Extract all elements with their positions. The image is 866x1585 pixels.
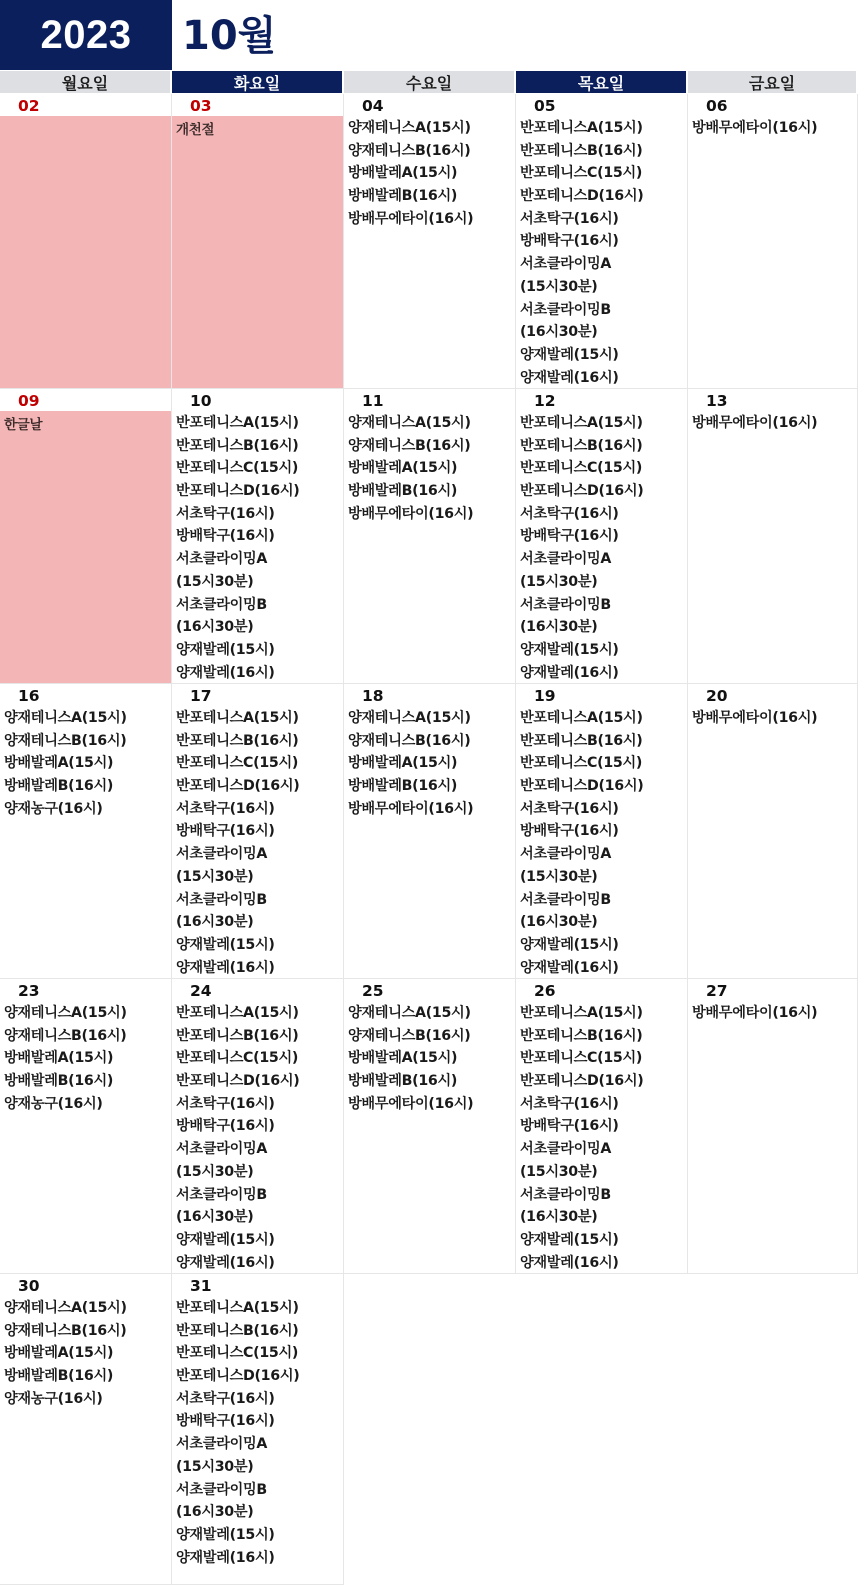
- schedule-item: 방배발레B(16시): [4, 1368, 114, 1385]
- schedule-item: (15시30분): [176, 573, 254, 590]
- schedule-list: [692, 707, 857, 730]
- weekday-friday: 금요일: [688, 71, 856, 93]
- day-cell: [516, 94, 688, 389]
- schedule-item: (16시30분): [520, 619, 598, 636]
- schedule-item: 서초클라이밍A: [176, 551, 268, 568]
- schedule-item: 방배무에타이(16시): [348, 800, 474, 817]
- day-cell: [172, 1274, 344, 1585]
- day-cell: [172, 389, 344, 684]
- day-cell: [516, 389, 688, 684]
- weekday-tuesday: 화요일: [172, 71, 342, 93]
- schedule-item: (16시30분): [176, 914, 254, 931]
- schedule-item: 반포테니스D(16시): [176, 1073, 300, 1090]
- schedule-item: 방배무에타이(16시): [692, 120, 818, 136]
- schedule-item: 반포테니스A(15시): [176, 1300, 299, 1316]
- day-cell: [344, 979, 516, 1274]
- date-number: 12: [534, 392, 556, 410]
- schedule-list: [176, 1002, 343, 1274]
- schedule-item: 서초클라이밍A: [520, 1141, 612, 1158]
- weekday-wednesday: 수요일: [344, 71, 514, 93]
- schedule-item: 반포테니스A(15시): [520, 1005, 643, 1021]
- schedule-item: 반포테니스C(15시): [520, 165, 643, 182]
- schedule-item: 반포테니스C(15시): [520, 755, 643, 772]
- day-cell: [0, 684, 172, 979]
- schedule-list: [520, 117, 687, 389]
- schedule-item: 서초탁구(16시): [520, 1095, 619, 1112]
- schedule-list: [4, 707, 171, 820]
- schedule-list: [520, 707, 687, 979]
- schedule-item: 양재테니스B(16시): [348, 142, 471, 159]
- schedule-list: [520, 1002, 687, 1274]
- date-number: 10: [190, 392, 212, 410]
- schedule-item: 서초클라이밍A: [520, 551, 612, 568]
- schedule-item: 양재발레(16시): [176, 1549, 275, 1566]
- date-number: 06: [706, 97, 728, 115]
- schedule-item: 서초탁구(16시): [520, 505, 619, 522]
- schedule-item: 반포테니스B(16시): [520, 142, 643, 159]
- schedule-item: 서초클라이밍B: [176, 891, 267, 908]
- schedule-item: 방배무에타이(16시): [348, 505, 474, 522]
- schedule-item: (15시30분): [520, 278, 598, 295]
- schedule-item: 방배무에타이(16시): [692, 1005, 818, 1021]
- schedule-item: (15시30분): [176, 868, 254, 885]
- schedule-item: 양재테니스B(16시): [348, 437, 471, 454]
- date-number: 05: [534, 97, 556, 115]
- holiday-highlight: [172, 116, 343, 388]
- schedule-item: 서초클라이밍A: [520, 846, 612, 863]
- schedule-item: 반포테니스A(15시): [520, 710, 643, 726]
- schedule-list: [520, 412, 687, 684]
- day-cell: [172, 684, 344, 979]
- schedule-item: (16시30분): [520, 1209, 598, 1226]
- schedule-item: 방배탁구(16시): [520, 233, 619, 250]
- schedule-item: (16시30분): [520, 914, 598, 931]
- schedule-item: 양재발레(16시): [520, 959, 619, 976]
- date-number: 19: [534, 687, 556, 705]
- day-cell: [516, 979, 688, 1274]
- holiday-label: 개천절: [176, 122, 215, 138]
- schedule-list: [176, 1297, 343, 1569]
- schedule-list: [692, 117, 857, 140]
- schedule-item: 반포테니스A(15시): [176, 1005, 299, 1021]
- day-cell: [0, 94, 172, 389]
- schedule-item: 방배무에타이(16시): [692, 415, 818, 431]
- schedule-item: 양재발레(15시): [520, 1231, 619, 1248]
- schedule-item: 양재발레(15시): [176, 1231, 275, 1248]
- schedule-item: (15시30분): [520, 868, 598, 885]
- schedule-list: [348, 117, 515, 230]
- schedule-item: 방배발레A(15시): [348, 460, 458, 477]
- date-number: 27: [706, 982, 728, 1000]
- date-number: 25: [362, 982, 384, 1000]
- date-number: 23: [18, 982, 40, 1000]
- schedule-item: 방배발레B(16시): [348, 1073, 458, 1090]
- schedule-item: (15시30분): [176, 1458, 254, 1475]
- schedule-item: 양재농구(16시): [4, 800, 103, 817]
- date-number: 18: [362, 687, 384, 705]
- schedule-item: 서초클라이밍A: [520, 256, 612, 273]
- schedule-item: 반포테니스B(16시): [176, 437, 299, 454]
- day-cell: [688, 389, 858, 684]
- schedule-item: 방배발레A(15시): [4, 755, 114, 772]
- month-title: 10월: [182, 13, 277, 59]
- schedule-item: 반포테니스C(15시): [520, 1050, 643, 1067]
- schedule-list: [348, 707, 515, 820]
- schedule-item: 방배무에타이(16시): [692, 710, 818, 726]
- day-cell: [516, 684, 688, 979]
- schedule-item: 양재테니스B(16시): [4, 732, 127, 749]
- schedule-item: 방배무에타이(16시): [348, 1095, 474, 1112]
- schedule-item: 서초클라이밍A: [176, 846, 268, 863]
- schedule-item: 서초클라이밍B: [520, 301, 611, 318]
- schedule-item: 양재발레(16시): [176, 664, 275, 681]
- date-number: 26: [534, 982, 556, 1000]
- day-cell: [0, 979, 172, 1274]
- schedule-item: 방배탁구(16시): [520, 528, 619, 545]
- date-number: 03: [190, 97, 212, 115]
- schedule-item: (16시30분): [520, 324, 598, 341]
- schedule-item: 반포테니스C(15시): [176, 1345, 299, 1362]
- weekday-header-row: [0, 71, 866, 93]
- schedule-item: 양재발레(15시): [176, 1526, 275, 1543]
- schedule-item: 방배탁구(16시): [176, 1413, 275, 1430]
- schedule-list: [4, 1297, 171, 1410]
- schedule-item: 반포테니스A(15시): [520, 415, 643, 431]
- schedule-item: (16시30분): [176, 1209, 254, 1226]
- schedule-item: 서초클라이밍A: [176, 1436, 268, 1453]
- schedule-item: 양재발레(16시): [176, 1254, 275, 1271]
- day-cell: [688, 979, 858, 1274]
- schedule-item: 반포테니스C(15시): [176, 460, 299, 477]
- schedule-item: 양재발레(15시): [176, 641, 275, 658]
- day-cell: [344, 389, 516, 684]
- schedule-item: 방배발레A(15시): [348, 755, 458, 772]
- schedule-item: 방배발레A(15시): [348, 165, 458, 182]
- schedule-item: 방배탁구(16시): [176, 1118, 275, 1135]
- schedule-item: 반포테니스B(16시): [520, 437, 643, 454]
- day-cell: [172, 94, 344, 389]
- schedule-item: 양재발레(16시): [520, 369, 619, 386]
- schedule-item: 서초탁구(16시): [176, 800, 275, 817]
- schedule-item: 반포테니스D(16시): [520, 1073, 644, 1090]
- schedule-item: 반포테니스D(16시): [176, 778, 300, 795]
- schedule-item: 반포테니스C(15시): [176, 1050, 299, 1067]
- schedule-item: 서초탁구(16시): [520, 210, 619, 227]
- schedule-item: (15시30분): [520, 1163, 598, 1180]
- schedule-item: 반포테니스D(16시): [176, 1368, 300, 1385]
- schedule-item: 반포테니스A(15시): [176, 415, 299, 431]
- date-number: 17: [190, 687, 212, 705]
- schedule-item: 서초클라이밍B: [520, 891, 611, 908]
- schedule-item: 양재발레(15시): [520, 936, 619, 953]
- year-label: 2023: [0, 0, 172, 70]
- calendar-header: [0, 0, 866, 70]
- schedule-item: 서초클라이밍B: [176, 1186, 267, 1203]
- schedule-item: 양재테니스A(15시): [348, 120, 471, 136]
- schedule-item: 양재테니스A(15시): [4, 1005, 127, 1021]
- schedule-item: 방배발레B(16시): [4, 778, 114, 795]
- schedule-item: 방배탁구(16시): [520, 823, 619, 840]
- schedule-item: 반포테니스D(16시): [520, 483, 644, 500]
- schedule-item: 양재테니스A(15시): [4, 1300, 127, 1316]
- date-number: 04: [362, 97, 384, 115]
- schedule-item: 양재테니스B(16시): [4, 1027, 127, 1044]
- schedule-item: 서초클라이밍B: [176, 1481, 267, 1498]
- date-number: 24: [190, 982, 212, 1000]
- schedule-list: [176, 707, 343, 979]
- schedule-item: 양재테니스B(16시): [4, 1322, 127, 1339]
- schedule-item: 양재발레(15시): [520, 641, 619, 658]
- schedule-item: 서초클라이밍B: [176, 596, 267, 613]
- schedule-list: [692, 1002, 857, 1025]
- day-cell: [344, 94, 516, 389]
- schedule-item: 방배탁구(16시): [520, 1118, 619, 1135]
- schedule-item: 반포테니스C(15시): [520, 460, 643, 477]
- schedule-item: 반포테니스A(15시): [520, 120, 643, 136]
- schedule-item: 양재테니스A(15시): [348, 415, 471, 431]
- date-number: 09: [18, 392, 40, 410]
- schedule-item: 방배발레B(16시): [348, 188, 458, 205]
- date-number: 31: [190, 1277, 212, 1295]
- date-number: 20: [706, 687, 728, 705]
- schedule-item: (16시30분): [176, 619, 254, 636]
- day-cell: [172, 979, 344, 1274]
- schedule-list: [176, 412, 343, 684]
- day-cell: [344, 684, 516, 979]
- holiday-label: 한글날: [4, 417, 43, 433]
- schedule-item: 반포테니스A(15시): [176, 710, 299, 726]
- schedule-item: 양재농구(16시): [4, 1390, 103, 1407]
- schedule-item: 양재발레(16시): [176, 959, 275, 976]
- weekday-monday: 월요일: [0, 71, 170, 93]
- day-cell: [0, 1274, 172, 1585]
- date-number: 11: [362, 392, 384, 410]
- schedule-item: 반포테니스B(16시): [176, 1322, 299, 1339]
- schedule-item: 방배발레B(16시): [4, 1073, 114, 1090]
- schedule-item: 방배무에타이(16시): [348, 210, 474, 227]
- schedule-item: 양재테니스B(16시): [348, 1027, 471, 1044]
- schedule-item: 양재테니스A(15시): [4, 710, 127, 726]
- date-number: 13: [706, 392, 728, 410]
- schedule-item: 방배발레B(16시): [348, 483, 458, 500]
- day-cell: [688, 684, 858, 979]
- schedule-list: [348, 412, 515, 525]
- schedule-item: 양재발레(16시): [520, 1254, 619, 1271]
- schedule-item: 양재테니스B(16시): [348, 732, 471, 749]
- schedule-item: 양재발레(15시): [176, 936, 275, 953]
- schedule-item: 반포테니스B(16시): [176, 1027, 299, 1044]
- holiday-highlight: [0, 116, 171, 388]
- schedule-item: (15시30분): [520, 573, 598, 590]
- schedule-item: 반포테니스B(16시): [520, 732, 643, 749]
- schedule-item: 방배탁구(16시): [176, 823, 275, 840]
- schedule-list: [348, 1002, 515, 1115]
- schedule-item: 양재농구(16시): [4, 1095, 103, 1112]
- schedule-list: [692, 412, 857, 435]
- schedule-list: [4, 1002, 171, 1115]
- schedule-item: 서초탁구(16시): [176, 1095, 275, 1112]
- schedule-item: 양재발레(15시): [520, 346, 619, 363]
- schedule-item: 양재테니스A(15시): [348, 710, 471, 726]
- schedule-item: 서초탁구(16시): [176, 1390, 275, 1407]
- schedule-item: 서초클라이밍B: [520, 596, 611, 613]
- schedule-item: 서초탁구(16시): [520, 800, 619, 817]
- schedule-item: 반포테니스C(15시): [176, 755, 299, 772]
- schedule-item: 반포테니스D(16시): [176, 483, 300, 500]
- day-cell: [0, 389, 172, 684]
- schedule-item: 서초클라이밍A: [176, 1141, 268, 1158]
- date-number: 16: [18, 687, 40, 705]
- weekday-thursday: 목요일: [516, 71, 686, 93]
- schedule-item: 방배발레A(15시): [4, 1050, 114, 1067]
- schedule-item: 반포테니스D(16시): [520, 188, 644, 205]
- schedule-item: 방배발레A(15시): [348, 1050, 458, 1067]
- schedule-item: (16시30분): [176, 1504, 254, 1521]
- schedule-item: 방배발레A(15시): [4, 1345, 114, 1362]
- schedule-item: (15시30분): [176, 1163, 254, 1180]
- date-number: 02: [18, 97, 40, 115]
- date-number: 30: [18, 1277, 40, 1295]
- schedule-item: 반포테니스B(16시): [520, 1027, 643, 1044]
- schedule-item: 서초탁구(16시): [176, 505, 275, 522]
- schedule-item: 양재테니스A(15시): [348, 1005, 471, 1021]
- holiday-highlight: [0, 411, 171, 683]
- schedule-item: 양재발레(16시): [520, 664, 619, 681]
- day-cell: [688, 94, 858, 389]
- schedule-item: 반포테니스B(16시): [176, 732, 299, 749]
- schedule-item: 반포테니스D(16시): [520, 778, 644, 795]
- schedule-item: 서초클라이밍B: [520, 1186, 611, 1203]
- schedule-item: 방배발레B(16시): [348, 778, 458, 795]
- schedule-item: 방배탁구(16시): [176, 528, 275, 545]
